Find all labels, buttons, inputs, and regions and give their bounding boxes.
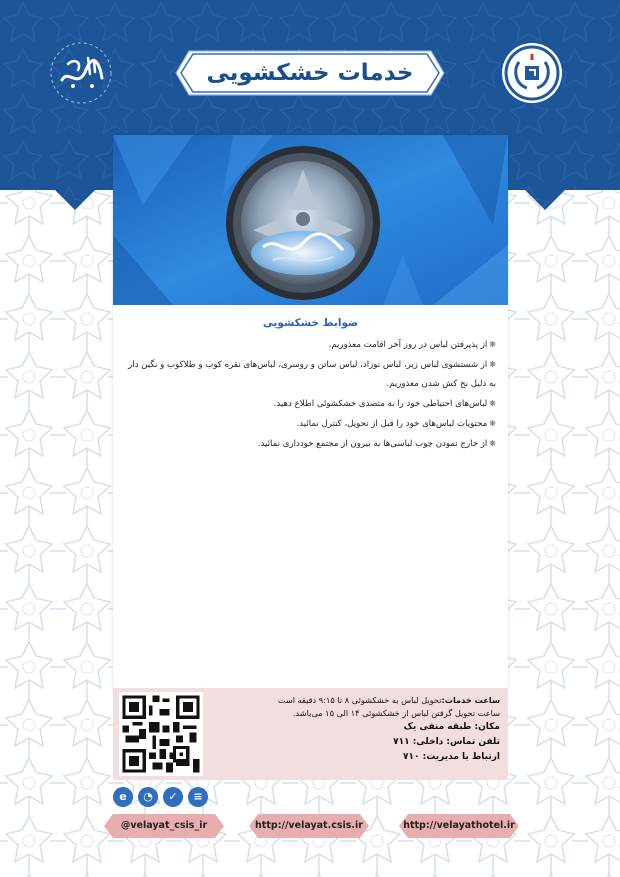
site-link[interactable]: [248, 813, 370, 839]
rule-text: لباس‌های احتیاطی خود را به متصدی خشکشوئی اطلاع دهید.: [273, 399, 488, 409]
hours-line-2: ساعت تحویل گرفتن لباس از خشکشوئی ۱۴ الی ۱۵ می‌باشد.: [292, 708, 500, 718]
bale-icon[interactable]: ✓: [163, 787, 183, 807]
bullet-icon: ❋: [489, 419, 496, 428]
service-info-text: [213, 694, 500, 765]
rule-item: [125, 335, 496, 355]
hotel-link-text: http://velayathotel.ir: [403, 820, 515, 831]
rule-text: به دلیل نخ کش شدن معذوریم.: [386, 379, 496, 389]
rule-item-continuation: [125, 375, 496, 394]
velayat-calligraphy-logo: [48, 40, 114, 106]
rule-item: [125, 434, 496, 454]
bullet-icon: ❋: [489, 439, 496, 448]
bullet-icon: ❋: [489, 399, 496, 408]
social-icons: [113, 787, 223, 809]
location: مکان: طبقه منفی یک: [403, 722, 500, 732]
site-link-text: http://velayat.csis.ir: [255, 820, 363, 831]
soroush-icon[interactable]: ◔: [138, 787, 158, 807]
instagram-link-text: @velayat_csis_ir: [120, 820, 208, 831]
phone: تلفن تماس: داخلی: ۷۱۱: [393, 737, 500, 747]
rule-item: [125, 414, 496, 434]
rule-text: محتویات لباس‌های خود را قبل از تحویل، کنترل نمائید.: [296, 419, 488, 429]
rules-title: ضوابط خشکشویی: [262, 317, 359, 329]
gap-icon[interactable]: ≡: [188, 787, 208, 807]
emblem-logo: [499, 40, 565, 106]
instagram-link[interactable]: [103, 813, 225, 839]
service-info-panel: [113, 688, 508, 780]
rule-item: [125, 355, 496, 375]
laundry-rules: [125, 317, 496, 454]
hours-label: ساعت خدمات:: [441, 695, 500, 705]
rule-text: از پذیرفتن لباس در روز آخر اقامت معذوریم.: [328, 340, 488, 350]
hotel-link[interactable]: [398, 813, 520, 839]
hours-value: تحویل لباس به خشکشوئی ۸ تا ۹:۱۵ دقیقه است: [277, 695, 442, 705]
hours-line: [213, 694, 500, 707]
management-contact: ارتباط با مدیریت: ۷۱۰: [403, 752, 500, 762]
rule-text: از شستشوی لباس زیر، لباس نوزاد، لباس ساتن و روسری، لباس‌های نقره کوب و طلاکوب و نگین دار: [128, 360, 488, 370]
rule-text: از خارج نمودن چوب لباسی‌ها به بیرون از مجتمع خودداری نمائید.: [257, 439, 488, 449]
qr-code[interactable]: [119, 692, 203, 776]
washing-machine-image: [113, 135, 508, 305]
content-card: [113, 135, 508, 688]
page-title: خدمات خشکشویی: [206, 60, 414, 86]
bullet-icon: ❋: [489, 340, 496, 349]
eitaa-icon[interactable]: e: [113, 787, 133, 807]
rule-item: [125, 394, 496, 414]
bullet-icon: ❋: [489, 360, 496, 369]
